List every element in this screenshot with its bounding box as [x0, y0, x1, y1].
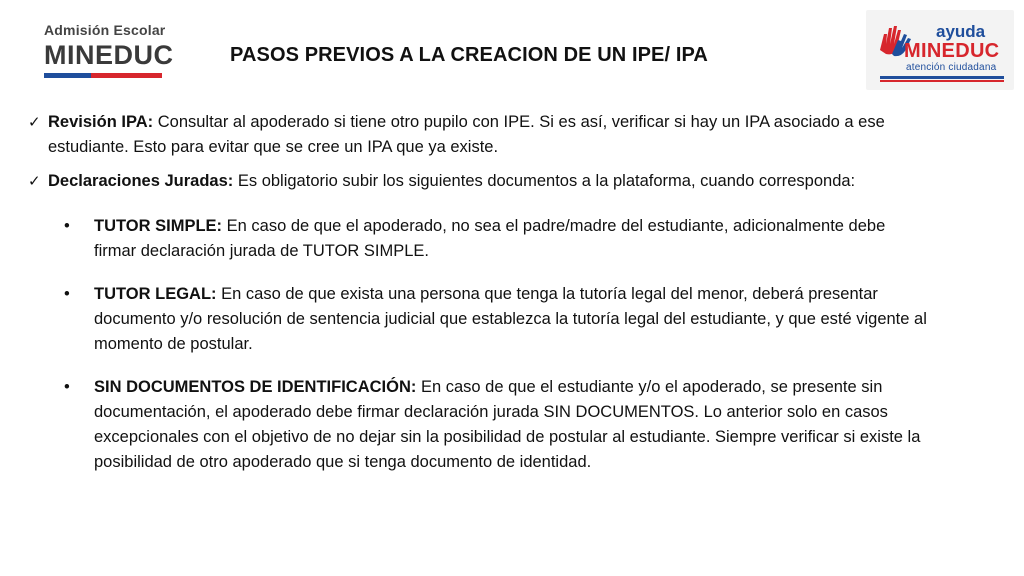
slide-content	[28, 110, 928, 493]
check-item-revision-ipa	[28, 110, 928, 160]
bullet-icon: •	[64, 378, 70, 396]
bullet-text: En caso de que el estudiante y/o el apoderado, se presente sin documentación, el apoderado debe firmar declaración jurada SIN DOCUMENTOS. Lo anterior solo en casos excepcionales con el objetivo de no dejar sin la posibilidad de postular al estudiante. Siempre verificar si existe la posibilidad de otro apoderado que si tenga documento de identidad.	[94, 378, 921, 471]
logo-subtitle: Admisión Escolar	[44, 22, 166, 38]
check-text: Es obligatorio subir los siguientes documentos a la plataforma, cuando corresponda:	[237, 172, 856, 190]
admision-escolar-logo	[44, 22, 174, 78]
bullet-label: SIN DOCUMENTOS DE IDENTIFICACIÓN:	[94, 378, 417, 396]
bullet-text: En caso de que el apoderado, no sea el padre/madre del estudiante, adicionalmente debe firmar declaración jurada de TUTOR SIMPLE.	[94, 217, 886, 260]
logo-atencion: atención ciudadana	[906, 62, 997, 73]
check-label: Declaraciones Juradas:	[48, 172, 234, 190]
ayuda-mineduc-logo	[866, 10, 1014, 90]
bullet-label: TUTOR SIMPLE:	[94, 217, 223, 235]
logo-flag-bar	[44, 73, 162, 78]
check-text: Consultar al apoderado si tiene otro pupilo con IPE. Si es así, verificar si hay un IPA asociado a ese estudiante. Esto para evitar que se cree un IPA que ya existe.	[48, 113, 885, 156]
checkmark-icon: ✓	[28, 114, 41, 131]
bullet-sin-documentos	[64, 375, 928, 475]
page-title: PASOS PREVIOS A LA CREACION DE UN IPE/ IPA	[230, 44, 708, 66]
bullet-tutor-simple	[64, 214, 928, 264]
check-item-declaraciones	[28, 169, 928, 194]
logo-mineduc-red: MINEDUC	[904, 40, 1000, 62]
bullet-tutor-legal	[64, 282, 928, 357]
checkmark-icon: ✓	[28, 173, 41, 190]
bullet-text: En caso de que exista una persona que tenga la tutoría legal del menor, deberá presentar documento y/o resolución de sentencia judicial que establezca la tutoría legal del estudiante, y que esté vigente al momento de postular.	[94, 285, 927, 353]
declaration-list	[64, 214, 928, 475]
bullet-icon: •	[64, 217, 70, 235]
logo-ayuda: ayuda	[936, 22, 986, 41]
bullet-icon: •	[64, 285, 70, 303]
check-label: Revisión IPA:	[48, 113, 154, 131]
bullet-label: TUTOR LEGAL:	[94, 285, 217, 303]
logo-mineduc: MINEDUC	[44, 40, 174, 70]
